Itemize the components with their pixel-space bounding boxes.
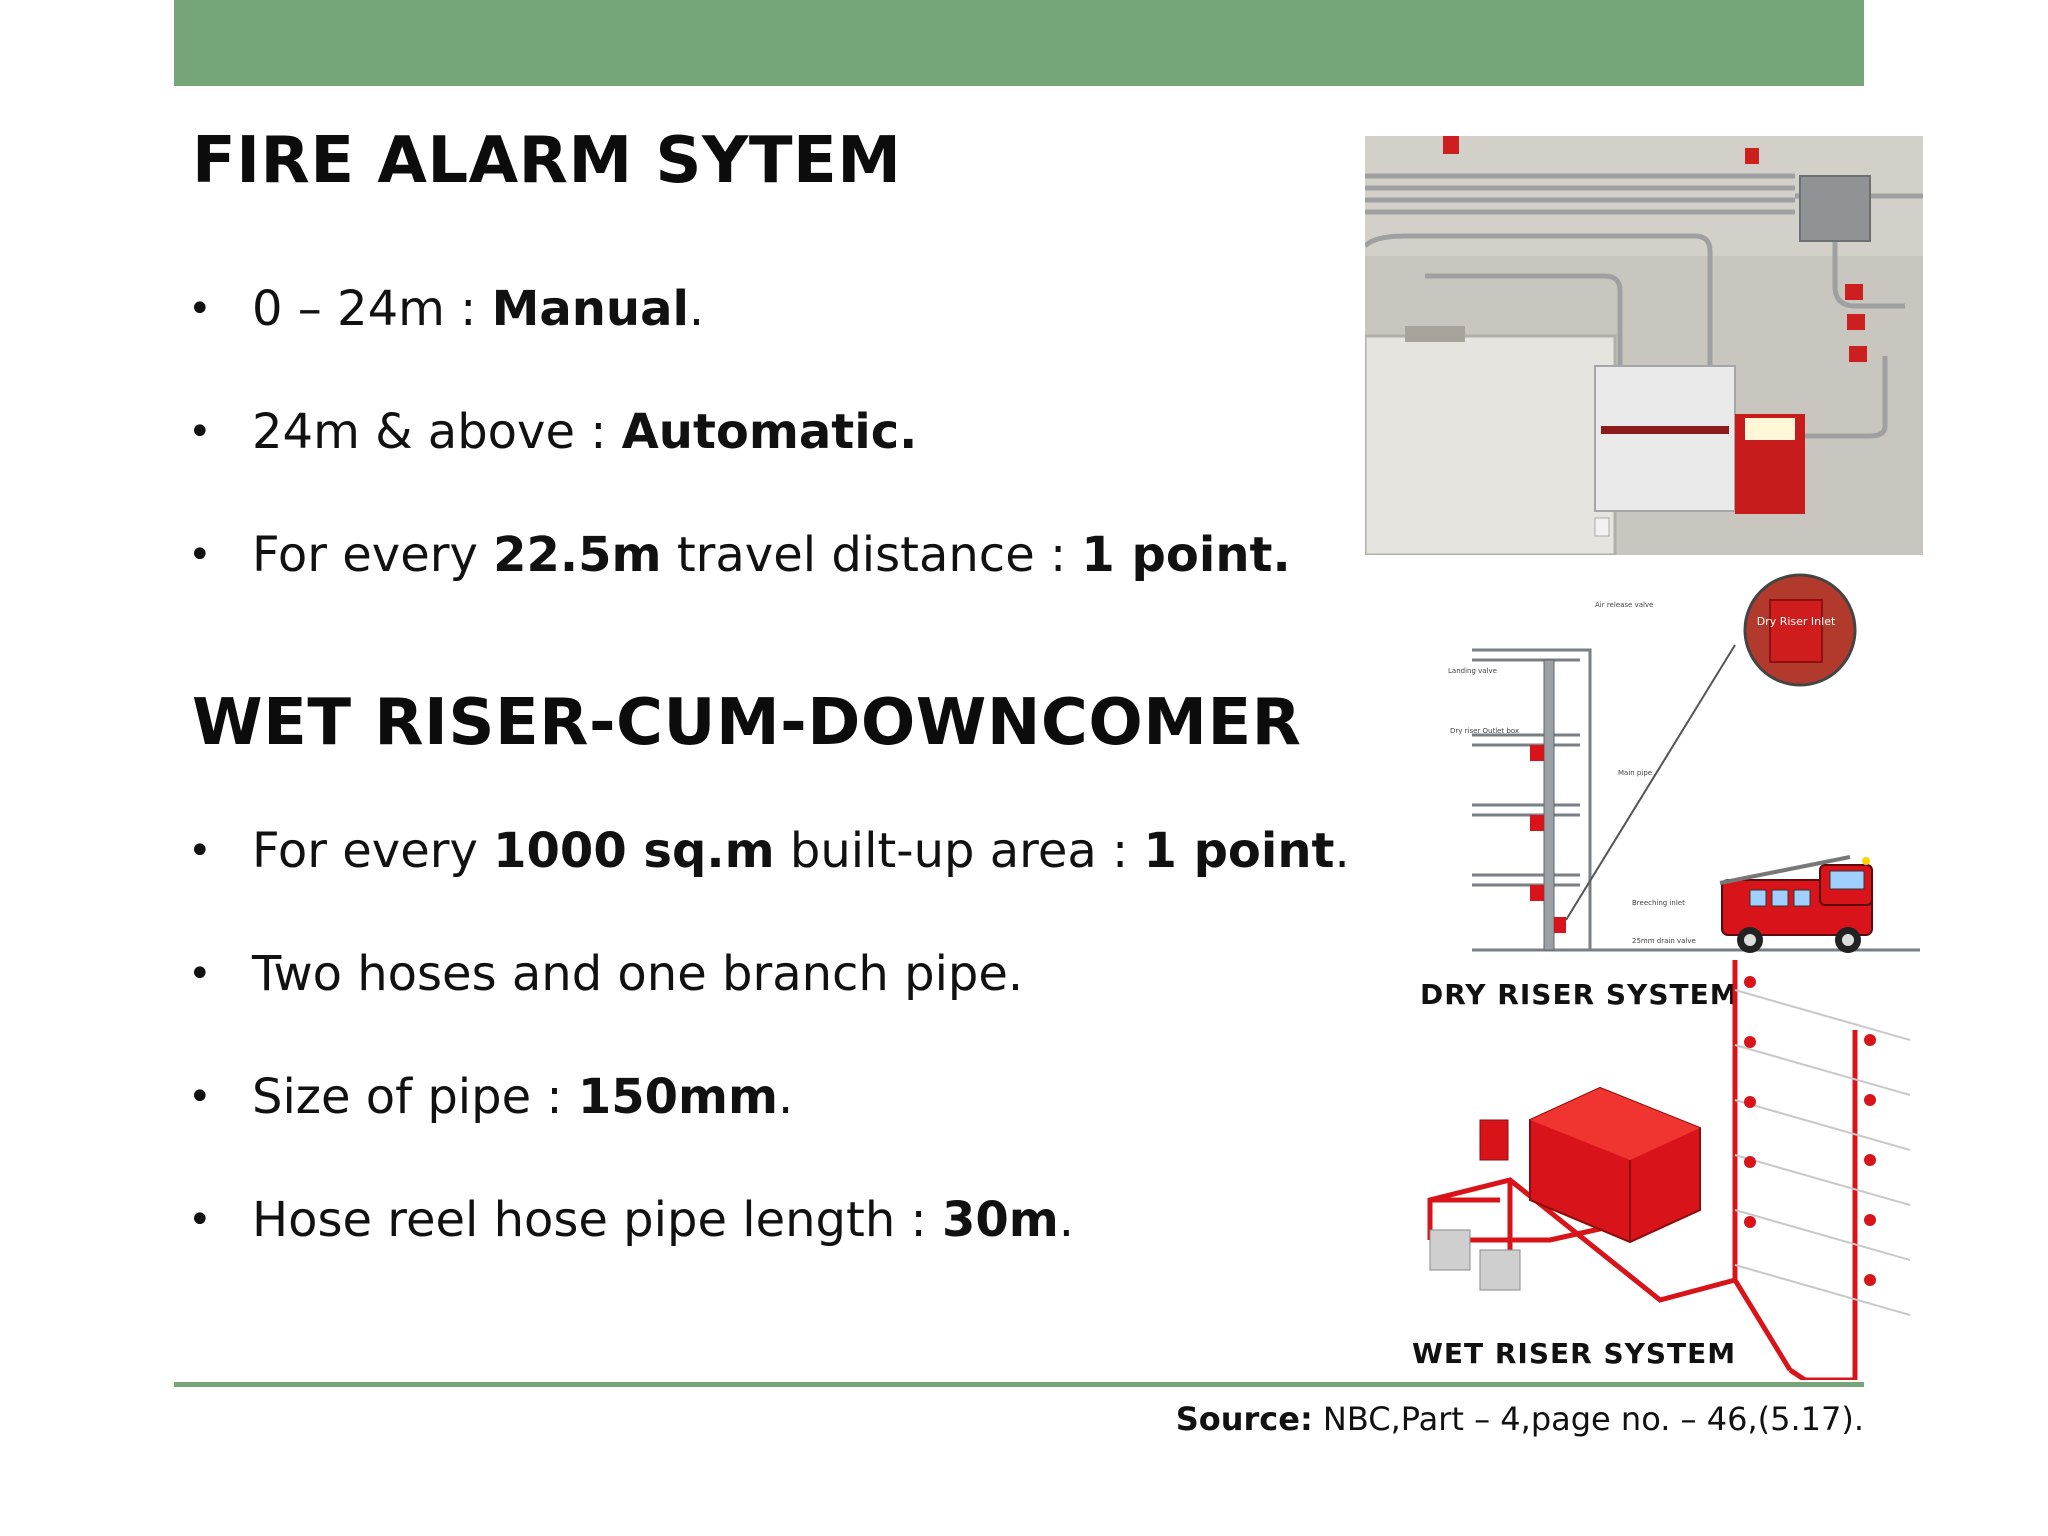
wet-riser-caption: WET RISER SYSTEM [1412, 1337, 1737, 1370]
source-label: Source: [1175, 1400, 1313, 1438]
wet-riser-diagram [1410, 960, 1920, 1380]
dry-riser-diagram [1420, 565, 1920, 965]
fire-truck-icon [1720, 857, 1872, 953]
bottom-rule [174, 1382, 1864, 1387]
landing-valve-label: Landing valve [1448, 667, 1497, 675]
list-item: • Hose reel hose pipe length : 30m. [188, 1189, 1350, 1312]
top-accent-band [174, 0, 1864, 86]
breeching-inlet-label: Breeching inlet [1632, 899, 1685, 907]
list-item: • For every 22.5m travel distance : 1 point. [188, 524, 1291, 647]
list-item: • 0 – 24m : Manual. [188, 278, 1291, 401]
fire-alarm-panel-photo [1365, 136, 1923, 555]
dry-riser-caption: DRY RISER SYSTEM [1420, 978, 1739, 1011]
wet-riser-heading: WET RISER-CUM-DOWNCOMER [192, 686, 1302, 760]
list-item: • Size of pipe : 150mm. [188, 1066, 1350, 1189]
list-item: • For every 1000 sq.m built-up area : 1 point. [188, 820, 1350, 943]
outlet-box-label: Dry riser Outlet box [1450, 727, 1520, 735]
source-note [1176, 1400, 1864, 1438]
main-pipe-label: Main pipe [1618, 769, 1653, 777]
air-release-label: Air release valve [1595, 601, 1654, 609]
inlet-sign-text: Dry Riser Inlet [1756, 615, 1836, 628]
source-text: NBC,Part – 4,page no. – 46,(5.17). [1312, 1400, 1864, 1438]
fire-alarm-heading: FIRE ALARM SYTEM [192, 124, 902, 198]
list-item: • Two hoses and one branch pipe. [188, 943, 1350, 1066]
fire-alarm-list [188, 278, 1291, 647]
wet-riser-list [188, 820, 1350, 1312]
list-item: • 24m & above : Automatic. [188, 401, 1291, 524]
drain-valve-label: 25mm drain valve [1632, 937, 1696, 945]
